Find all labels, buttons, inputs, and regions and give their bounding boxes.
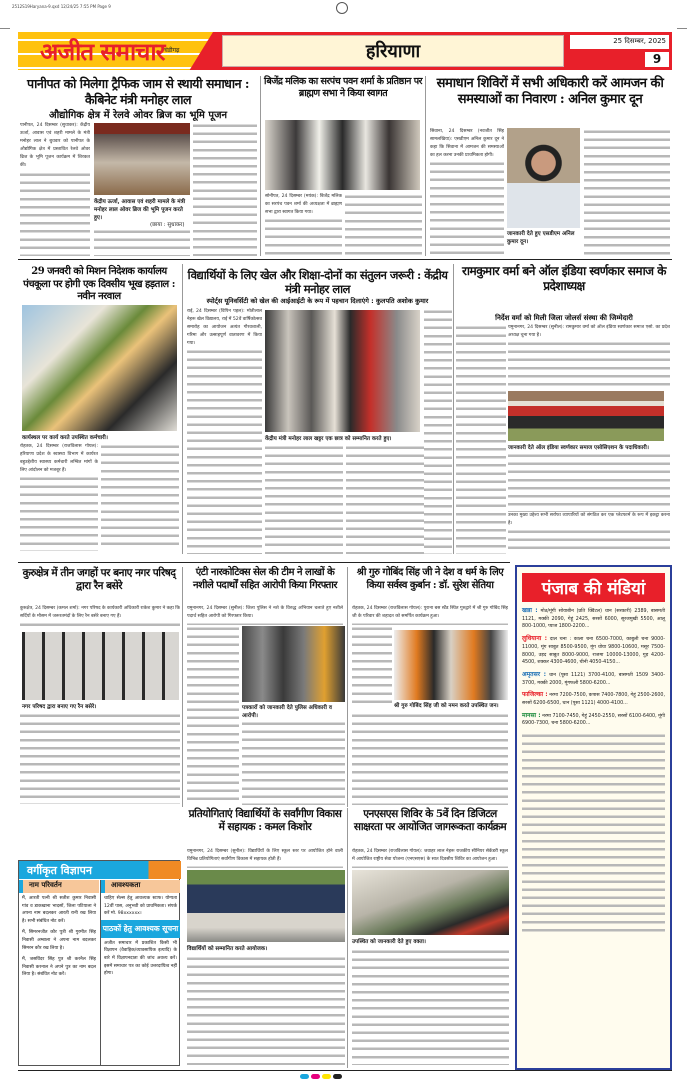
mandi-entry: फाजिल्का : नरमा 7200-7500, कपास 7400-7800, गेहूं 2500-2600, सरसों 6200-6500, धान (पूसा 1121) 4000-4100... [522, 691, 666, 707]
caption-bhookh-hadtal: कार्यस्थल पर कार्य करते उपस्थित कर्मचारी। [22, 435, 108, 441]
caption-narcotics: पत्रकारों को जानकारी देते पुलिस अधिकारी व आरोपी। [242, 705, 332, 719]
photo-sdm-anil-kumar [507, 128, 580, 228]
caption-samadhan: जानकारी देते हुए एसडीएम अनिल कुमार दून। [507, 231, 575, 245]
headline-brahman-sabha: बिजेंद्र मलिक का सरपंच पवन शर्मा के प्रतिष्ठान पर ब्राह्मण सभा ने किया स्वागत [263, 76, 423, 99]
photo-nss [352, 870, 509, 935]
photo-karyasthal [22, 305, 177, 431]
body-bhookh-hadtal: रोहतक, 24 दिसम्बर (राजविलास गोयल): हरियाणा प्रदेश के स्वास्थ्य विभाग में कार्यरत बहुउद्देशीय स्वास्थ्य कर्मचारी लम्बित मांगों के लिए आंदोलन को मजबूर हैं। [20, 443, 98, 551]
mandi-title: पंजाब की मंडियां [522, 573, 665, 602]
subhead-khel-shiksha: स्पोर्ट्स यूनिवर्सिटी को खेल की आईआईटी के रूप में पहचान दिलाएंगे : कुलपति अशोक कुमार [206, 297, 429, 305]
caption-khel-shiksha: केंद्रीय मंत्री मनोहर लाल खट्टर एक छात्र को सम्मानित करते हुए। [265, 436, 392, 442]
body-pratiyogita-2 [187, 955, 345, 1065]
photo-swagat [265, 120, 420, 190]
headline-rain-basere: कुरुक्षेत्र में तीन जगहों पर बनाए नगर परिषद् द्वारा रैन बसेरे [22, 567, 176, 593]
body-narcotics-2 [187, 625, 239, 805]
caption-guru-gobind: श्री गुरु गोबिंद सिंह जी को नमन करते उपस्थित जन। [394, 703, 499, 709]
caption-panipat: केंद्रीय ऊर्जा, आवास एवं शहरी मामले के मंत्री मनोहर लाल ओवर ब्रिज की भूमि पूजन करते हुए। [94, 199, 186, 221]
body-khel-shiksha-4 [424, 308, 452, 554]
body-guru-gobind-2 [352, 625, 392, 705]
headline-pratiyogita: प्रतियोगिताएं विद्यार्थियों के सर्वांगीण विकास में सहायक : कमल किशोर [188, 808, 342, 834]
body-samadhan: सिवाना, 24 दिसम्बर (नवजीत सिंह सामलखिया): एसडीएम अनिल कुमार दून ने कहा कि सिवाना में आमजन की समस्याओं का हल करना उनकी प्राथमिकता होगी। [430, 128, 504, 256]
photo-credit: (छाया : सुधाकर) [150, 222, 185, 228]
body-rain-basere-2 [20, 712, 180, 804]
mandi-entry: खन्ना : मोठ/मूंगी सोयाबीन (प्रति क्विंटल) धान (सरकारी) 2389, बासमती 1121, मक्की 2090, गेहूं 2425, सरसों 6000, सूरजमुखी 5500, आलू 800-1000, प्याज 1800-2200... [522, 607, 665, 630]
column-divider [347, 808, 348, 1068]
headline-samadhan: समाधान शिविरों में सभी अधिकारी करें आमजन की समस्याओं का निवारण : अनिल कुमार दून [436, 76, 664, 108]
edition-city: चंडीगढ़ [164, 47, 180, 54]
photo-samman [265, 310, 420, 432]
photo-guru-gobind [394, 630, 508, 700]
classified-item: मैं, जसविंदर सिंह पुत्र श्री करनैल सिंह निवासी करनाल ने अपने पुत्र का नाम बदल लिया है। संबंधित नोट करें। [22, 957, 96, 978]
column-divider [182, 264, 183, 554]
body-brahman-sabha-2 [345, 193, 422, 256]
body-rain-basere: कुरुक्षेत्र, 24 दिसम्बर (कमल शर्मा): नगर परिषद के कार्यकारी अधिकारी राकेश कुमार ने कहा कि सर्दियों के मौसम में जरूरतमंदों के लिए रैन बसेरे बनाए गए हैं। [20, 605, 180, 631]
body-nss-2 [352, 948, 509, 1065]
body-pratiyogita: यमुनानगर, 24 दिसम्बर (सुनील): विद्यार्थियों के लिए स्कूल स्तर पर आयोजित होने वाली विभिन्न प्रतियोगिताएं सर्वांगीण विकास में सहायक होती हैं। [187, 848, 343, 868]
color-registration-bar [300, 1074, 342, 1079]
body-brahman-sabha: सोनीपत, 24 दिसम्बर (मयंक): बिजेंद्र मलिक का सरपंच पवन शर्मा की अध्यक्षता में ब्राह्मण सभा द्वारा स्वागत किया गया। [265, 193, 342, 256]
body-khel-shiksha-3 [346, 444, 424, 554]
classified-item: मैं, सिमरनजीत कौर पुत्री श्री गुरमीत सिंह निवासी अम्बाला ने अपना नाम बदलकर सिमरन कौर रख लिया है। [22, 930, 96, 951]
body-guru-gobind: रोहतक, 24 दिसम्बर (राजविलास गोयल): पुराना बस स्टैंड स्थित गुरुद्वारे में श्री गुरु गोबिंद सिंह जी के परिवार की शहादत को समर्पित कार्यक्रम हुआ। [352, 605, 508, 625]
column-divider [182, 567, 183, 807]
punjab-mandi-box [515, 565, 672, 1070]
headline-bhookh-hadtal: 29 जनवरी को मिशन निदेशक कार्यालय पंचकूला पर होगी एक दिवसीय भूख हड़ताल : नवीन नरवाल [23, 266, 175, 302]
classified-item: मैं, आरती पत्नी श्री सतीश कुमार निवासी गांव व डाकखाना भादसों, जिला पटियाला ने अपना नाम बदलकर आरती रानी रख लिया है। सभी संबंधित नोट करें। [22, 896, 96, 924]
photo-bhoomi-pujan [94, 123, 190, 195]
body-ramkumar: यमुनानगर, 24 दिसम्बर (सुनील): रामकुमार वर्मा को ऑल इंडिया स्वर्णकार समाज एसो. का प्रदेश अध्यक्ष चुना गया है। [508, 324, 670, 390]
mandi-entry: अमृतसर : धान (पूसा 1121) 3700-4100, बासमती 1509 3400-3700, मक्की 2000, मूंगफली 5800-6200... [522, 670, 666, 686]
column-divider [347, 567, 348, 807]
body-vyapari: उनका मुख्य उद्देश्य सभी सर्राफा व्यापारियों को संगठित कर एक प्लेटफार्म के रूप में इकट्ठा करना है। [508, 512, 670, 554]
classified-item: चाहिए सेल्स हेतु आवश्यक स्टाफ। योग्यता 12वीं पास, अनुभवी को प्राथमिकता। संपर्क करें मो. 98xxxxxx। [104, 896, 177, 917]
photo-pratiyogita [187, 870, 345, 942]
paper-name: अजीत समाचार [40, 37, 165, 66]
caption-pratiyogita: विद्यार्थियों को सम्मानित करते आयोजक। [187, 946, 268, 952]
subhead-ramkumar: निर्देश वर्मा को मिली जिला जोलर्स संस्था की जिम्मेदारी [495, 314, 633, 322]
section-divider [18, 259, 672, 260]
column-divider [260, 76, 261, 256]
masthead [18, 32, 672, 70]
issue-date: 25 दिसम्बर, 2025 [570, 35, 669, 49]
mandi-entry: लुधियाना : दाल चना : काला चना 6500-7000, काबुली चना 9000-11000, मूंग साबुत 8500-9500, मूंग धोया 9800-10600, मसूर 7500-8000, उड़द साबुत 8000-9000, राजमा 10000-13000, गुड़ 4200-4500, शक्कर 4300-4600, चीनी 4050-4150... [522, 635, 666, 666]
caption-rain-basere: नगर परिषद द्वारा बनाए गए रैन बसेरे। [22, 704, 97, 710]
column-divider [453, 264, 454, 554]
headline-guru-gobind: श्री गुरु गोबिंद सिंह जी ने देश व धर्म के लिए किया सर्वस्व कुर्बान : डॉ. सुरेश सेतिया [356, 567, 504, 591]
body-ramkumar-side [456, 324, 506, 554]
page-number: 9 [645, 52, 669, 67]
caption-ramkumar: जानकारी देते ऑल इंडिया स्वर्णकार समाज एसोसिएशन के पदाधिकारी। [508, 445, 649, 451]
photo-narcotics [242, 626, 345, 702]
body-bhookh-hadtal-2 [101, 443, 179, 551]
body-khel-shiksha: राई, 24 दिसम्बर (विपिन पहल): मोतीलाल नेहरू खेल विद्यालय, राई में 52वें वार्षिकोत्सव समारोह का आयोजन अत्यंत गौरवशाली, गरिमा और उत्साहपूर्ण वातावरण में किया गया। [187, 308, 262, 554]
registration-mark [336, 2, 348, 14]
headline-khel-shiksha: विद्यार्थियों के लिए खेल और शिक्षा-दोनों का संतुलन जरूरी : केंद्रीय मंत्री मनोहर लाल [187, 268, 448, 297]
body-panipat: पानीपत, 24 दिसम्बर (सुधाकर): केंद्रीय ऊर्जा, आवास एवं शहरी मामले के मंत्री मनोहर लाल ने बुधवार को पानीपत के औद्योगिक क्षेत्र में प्रस्तावित रेलवे ओवर ब्रिज के भूमि पूजन कार्यक्रम में शिरकत की। [20, 122, 90, 256]
body-guru-gobind-3 [352, 712, 508, 805]
body-samadhan-2 [584, 128, 670, 256]
body-narcotics-3 [242, 720, 345, 805]
section-title: हरियाणा [222, 35, 564, 67]
reader-notice-text: अजीत समाचार में प्रकाशित किसी भी विज्ञापन (वैवाहिक/व्यावसायिक इत्यादि) के बारे में विज्ञापनदाता की जांच अवश्य करें। इसमें समाचार पत्र का कोई उत्तरदायित्व नहीं होगा। [104, 940, 177, 977]
subhead-panipat: औद्योगिक क्षेत्र में रेलवे ओवर ब्रिज का भूमि पूजन [48, 110, 228, 121]
headline-nss: एनएसएस शिविर के 5वें दिन डिजिटल साक्षरता पर आयोजित जागरूकता कार्यक्रम [353, 808, 507, 834]
body-ramkumar-2 [508, 452, 670, 512]
print-slug: 2512S19Haryana-9.qxd 12/24/25 7:55 PM Page 9 [12, 4, 111, 9]
reader-notice-title: पाठकों हेतु आवश्यक सूचना [101, 920, 180, 938]
page-bottom-rule [18, 1070, 672, 1071]
mandi-entry: मानसा : नरमा 7100-7450, गेहूं 2450-2550, सरसों 6100-6400, मूंगी 6900-7300, चना 5800-6200... [522, 711, 665, 727]
crop-mark [0, 28, 10, 29]
body-nss: रोहतक, 24 दिसम्बर (राजविलास गोयल): जवाहर लाल नेहरू राजकीय सीनियर सेकेंडरी स्कूल में आयोजित राष्ट्रीय सेवा योजना (एनएसएस) के सात दिवसीय शिविर का आयोजन हुआ। [352, 848, 508, 868]
photo-rain-basere [22, 632, 179, 700]
body-narcotics: यमुनानगर, 24 दिसम्बर (सुनील): जिला पुलिस ने नशे के विरुद्ध अभियान चलाते हुए नशीले पदार्थ सहित आरोपी को गिरफ्तार किया। [187, 605, 343, 625]
body-panipat-2 [94, 228, 190, 256]
headline-panipat: पानीपत को मिलेगा ट्रैफिक जाम से स्थायी समाधान : कैबिनेट मंत्री मनोहर लाल [26, 76, 250, 107]
crop-mark [677, 28, 687, 29]
tab-requirement: आवश्यकता [101, 880, 180, 893]
photo-swarnkar-samaj [508, 391, 664, 441]
body-khel-shiksha-2 [265, 444, 343, 554]
section-divider [18, 562, 510, 563]
mandi-more-rates [522, 732, 665, 932]
headline-narcotics: एंटी नारकोटिक्स सेल की टीम ने लाखों के नशीले पदार्थों सहित आरोपी किया गिरफ्तार [193, 567, 337, 591]
caption-nss: उपस्थित को जानकारी देते हुए वक्ता। [352, 939, 427, 945]
headline-ramkumar: रामकुमार वर्मा बने ऑल इंडिया स्वर्णकार समाज के प्रदेशाध्यक्ष [462, 264, 666, 293]
tab-name-change: नाम परिवर्तन [19, 880, 99, 893]
column-divider [425, 76, 426, 256]
classifieds-box [18, 860, 180, 1066]
body-panipat-3 [193, 122, 257, 256]
classifieds-title: वर्गीकृत विज्ञापन [19, 861, 181, 879]
